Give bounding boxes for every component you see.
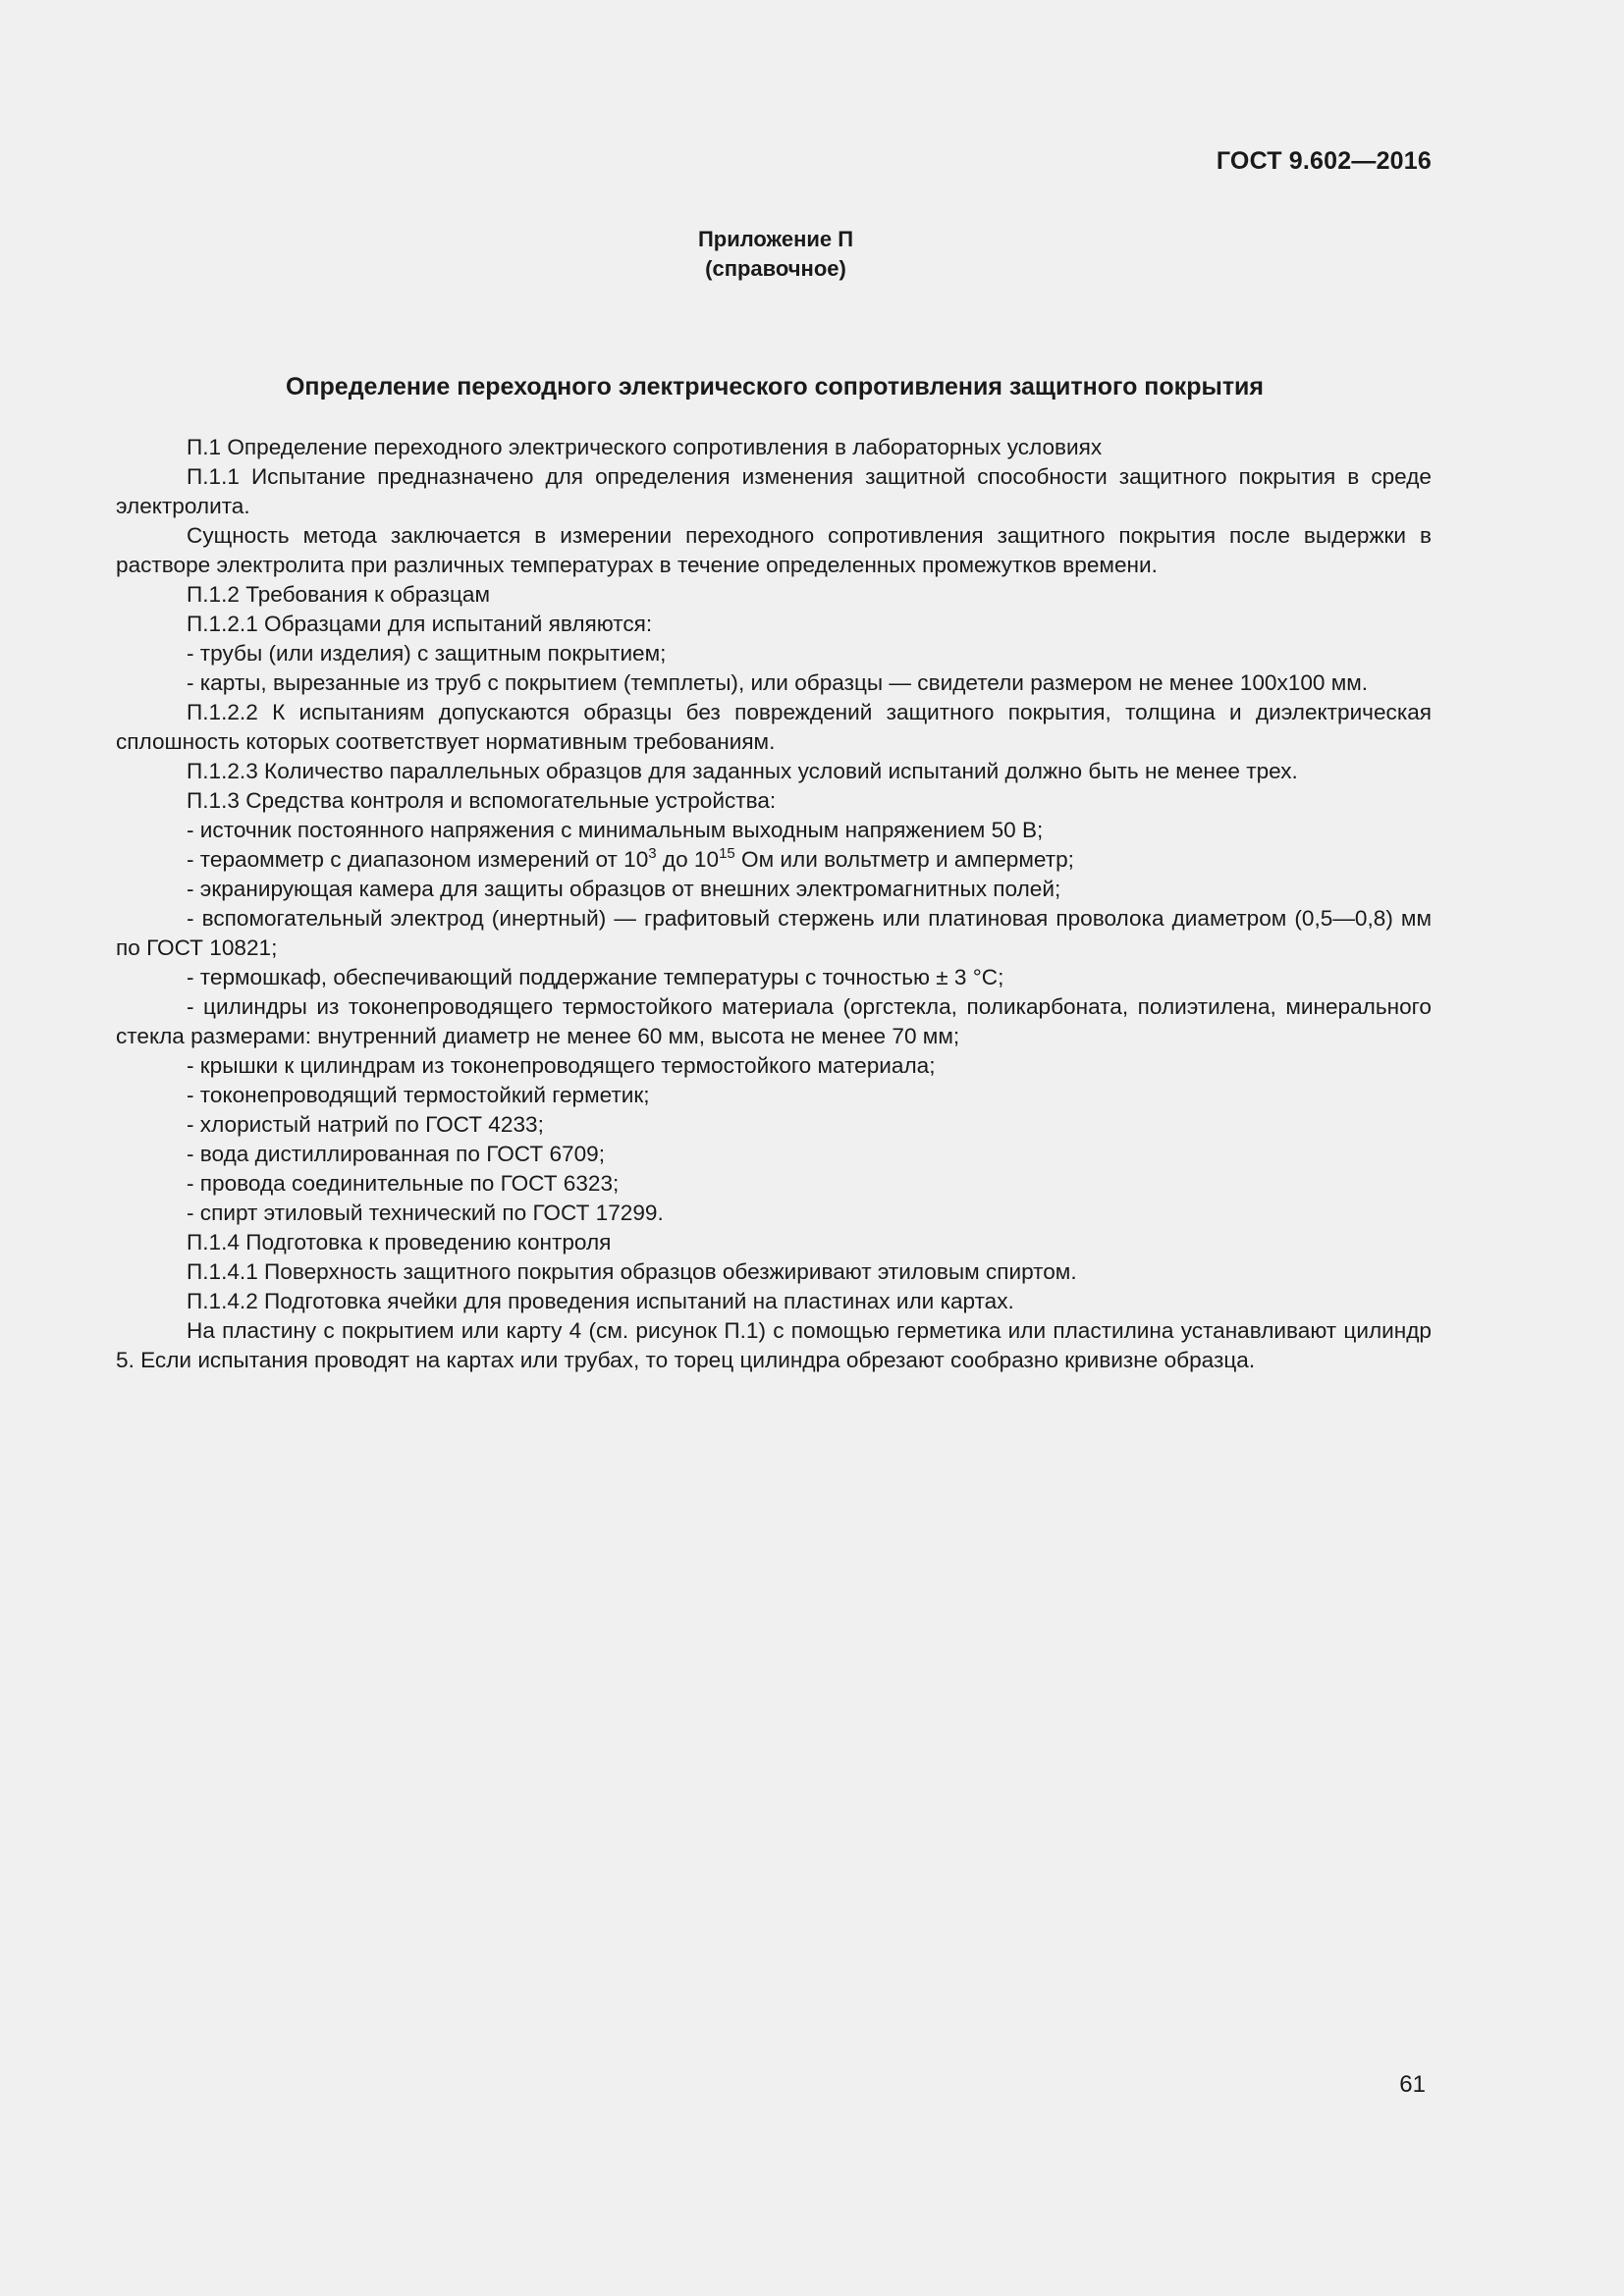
paragraph: П.1.2.2 К испытаниям допускаются образцы без повреждений защитного покрытия, толщина и диэлектрическая сплошность которых соответствует нормативным требованиям. [116, 700, 1432, 754]
paragraph: П.1.4 Подготовка к проведению контроля [187, 1230, 612, 1255]
list-item: - спирт этиловый технический по ГОСТ 17299. [187, 1201, 664, 1225]
paragraph: П.1.2.1 Образцами для испытаний являются: [187, 612, 653, 636]
list-item-text: - тераомметр с диапазоном измерений от 10 [187, 847, 649, 872]
list-item: - цилиндры из токонепроводящего термостойкого материала (оргстекла, поликарбоната, полиэтилена, минерального стекла размерами: внутренний диаметр не менее 60 мм, высота не менее 70 мм; [116, 994, 1432, 1048]
superscript: 15 [719, 845, 735, 862]
paragraph: Сущность метода заключается в измерении переходного сопротивления защитного покрытия после выдержки в растворе электролита при различных температурах в течение определенных промежутков времени. [116, 523, 1432, 577]
list-item: - вода дистиллированная по ГОСТ 6709; [187, 1142, 605, 1166]
paragraph: П.1.3 Средства контроля и вспомогательные устройства: [187, 788, 777, 813]
paragraph: П.1.2 Требования к образцам [187, 582, 490, 607]
list-item: - экранирующая камера для защиты образцов от внешних электромагнитных полей; [187, 877, 1061, 901]
paragraph: П.1.1 Испытание предназначено для определения изменения защитной способности защитного покрытия в среде электролита. [116, 464, 1432, 518]
appendix-type: (справочное) [705, 256, 846, 281]
list-item: - провода соединительные по ГОСТ 6323; [187, 1171, 620, 1196]
list-item: - карты, вырезанные из труб с покрытием (темплеты), или образцы — свидетели размером не менее 100х100 мм. [187, 670, 1369, 695]
list-item-text: до 10 [656, 847, 720, 872]
list-item [116, 845, 1432, 875]
list-item: - источник постоянного напряжения с минимальным выходным напряжением 50 В; [187, 818, 1044, 842]
list-item: - трубы (или изделия) с защитным покрытием; [187, 641, 667, 666]
paragraph: П.1.2.3 Количество параллельных образцов для заданных условий испытаний должно быть не менее трех. [187, 759, 1298, 783]
appendix-heading [0, 225, 1551, 284]
paragraph: П.1.4.2 Подготовка ячейки для проведения испытаний на пластинах или картах. [187, 1289, 1014, 1313]
body-text [116, 433, 1432, 1375]
section-title: Определение переходного электрического сопротивления защитного покрытия [285, 373, 1265, 400]
paragraph: П.1.4.1 Поверхность защитного покрытия образцов обезжиривают этиловым спиртом. [187, 1259, 1077, 1284]
list-item: - вспомогательный электрод (инертный) — графитовый стержень или платиновая проволока диаметром (0,5—0,8) мм по ГОСТ 10821; [116, 906, 1432, 960]
paragraph: П.1 Определение переходного электрического сопротивления в лабораторных условиях [187, 435, 1103, 459]
list-item: - термошкаф, обеспечивающий поддержание температуры с точностью ± 3 °С; [187, 965, 1004, 989]
list-item: - хлористый натрий по ГОСТ 4233; [187, 1112, 544, 1137]
list-item: - токонепроводящий термостойкий герметик; [187, 1083, 650, 1107]
standard-code: ГОСТ 9.602—2016 [1216, 147, 1432, 175]
list-item-text: Ом или вольтметр и амперметр; [734, 847, 1074, 872]
appendix-label: Приложение П [697, 227, 854, 251]
paragraph: На пластину с покрытием или карту 4 (см. рисунок П.1) с помощью герметика или пластилина устанавливают цилиндр 5. Если испытания проводят на картах или трубах, то торец цилиндра обрезают сообразно кривизне образца. [116, 1318, 1432, 1372]
page-number: 61 [1399, 2071, 1426, 2098]
list-item: - крышки к цилиндрам из токонепроводящего термостойкого материала; [187, 1053, 936, 1078]
superscript: 3 [648, 845, 657, 862]
